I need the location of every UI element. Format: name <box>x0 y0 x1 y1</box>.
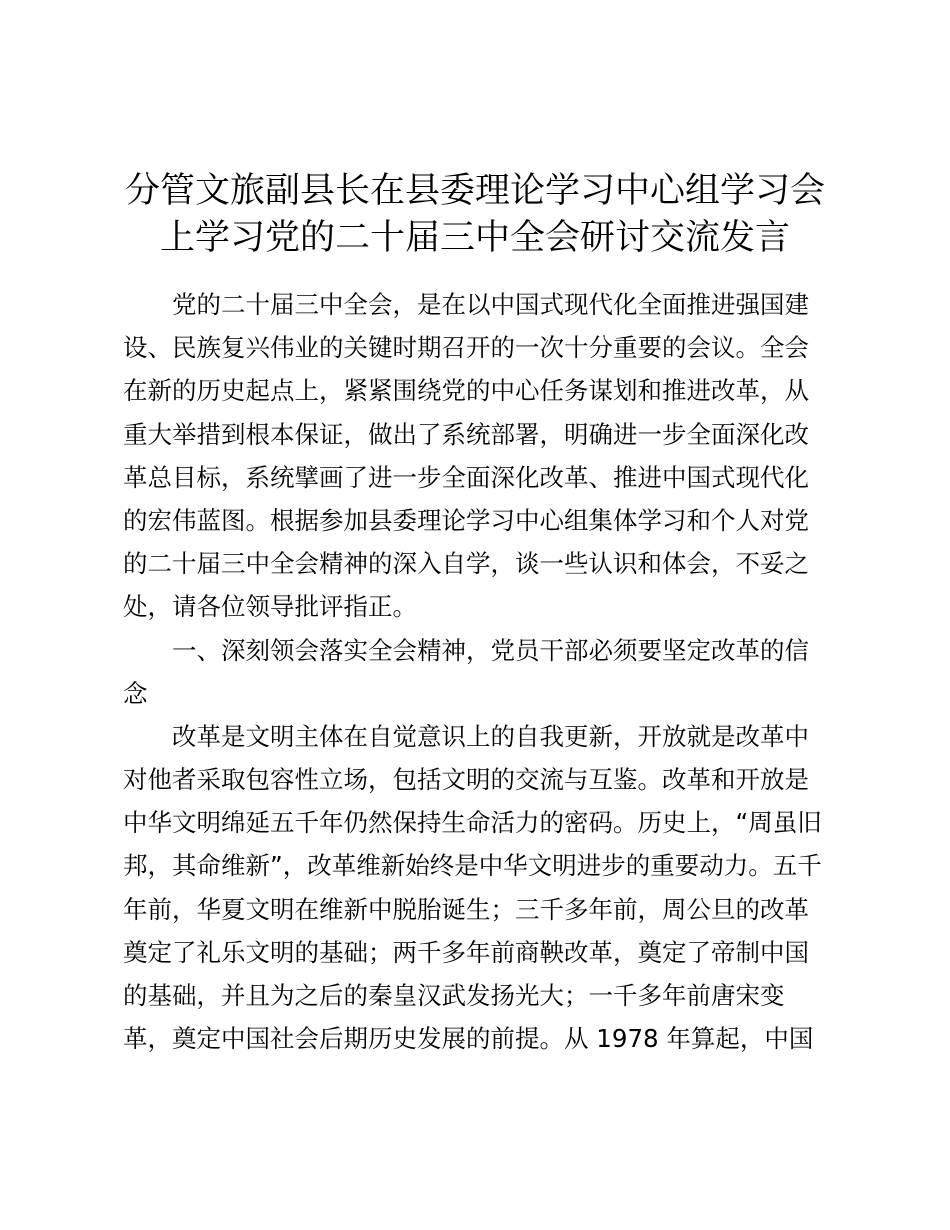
paragraph-reform <box>123 715 835 1061</box>
heading-line: 念 <box>123 678 148 708</box>
text-line: 改革是文明主体在自觉意识上的自我更新，开放就是改革中 <box>123 721 809 751</box>
section-heading-1 <box>123 629 835 715</box>
paragraph-intro <box>123 283 835 629</box>
text-line: 革，奠定中国社会后期历史发展的前提。从 1978 年算起，中国 <box>123 1024 814 1054</box>
heading-line: 一、深刻领会落实全会精神，党员干部必须要坚定改革的信 <box>123 635 809 665</box>
text-line: 重大举措到根本保证，做出了系统部署，明确进一步全面深化改 <box>123 419 809 449</box>
title-line-2: 上学习党的二十届三中全会研讨交流发言 <box>159 218 790 258</box>
document-title <box>110 168 840 262</box>
text-line: 的二十届三中全会精神的深入自学，谈一些认识和体会，不妥之 <box>123 549 809 579</box>
text-line: 对他者采取包容性立场，包括文明的交流与互鉴。改革和开放是 <box>123 765 809 795</box>
text-line: 年前，华夏文明在维新中脱胎诞生；三千多年前，周公旦的改革 <box>123 894 809 924</box>
text-line: 的宏伟蓝图。根据参加县委理论学习中心组集体学习和个人对党 <box>123 505 809 535</box>
text-line: 邦，其命维新”，改革维新始终是中华文明进步的重要动力。五千 <box>123 851 822 881</box>
title-line-1: 分管文旅副县长在县委理论学习中心组学习会 <box>124 171 825 211</box>
text-line: 在新的历史起点上，紧紧围绕党的中心任务谋划和推进改革，从 <box>123 376 809 406</box>
text-line: 奠定了礼乐文明的基础；两千多年前商鞅改革，奠定了帝制中国 <box>123 937 809 967</box>
text-line: 革总目标，系统擘画了进一步全面深化改革、推进中国式现代化 <box>123 462 809 492</box>
text-line: 处，请各位领导批评指正。 <box>123 592 417 622</box>
text-line: 党的二十届三中全会，是在以中国式现代化全面推进强国建 <box>123 290 809 319</box>
text-line: 的基础，并且为之后的秦皇汉武发扬光大；一千多年前唐宋变 <box>123 981 785 1010</box>
text-line: 设、民族复兴伟业的关键时期召开的一次十分重要的会议。全会 <box>123 333 809 363</box>
text-line: 中华文明绵延五千年仍然保持生命活力的密码。历史上，“周虽旧 <box>123 808 822 838</box>
document-body <box>123 283 835 1060</box>
